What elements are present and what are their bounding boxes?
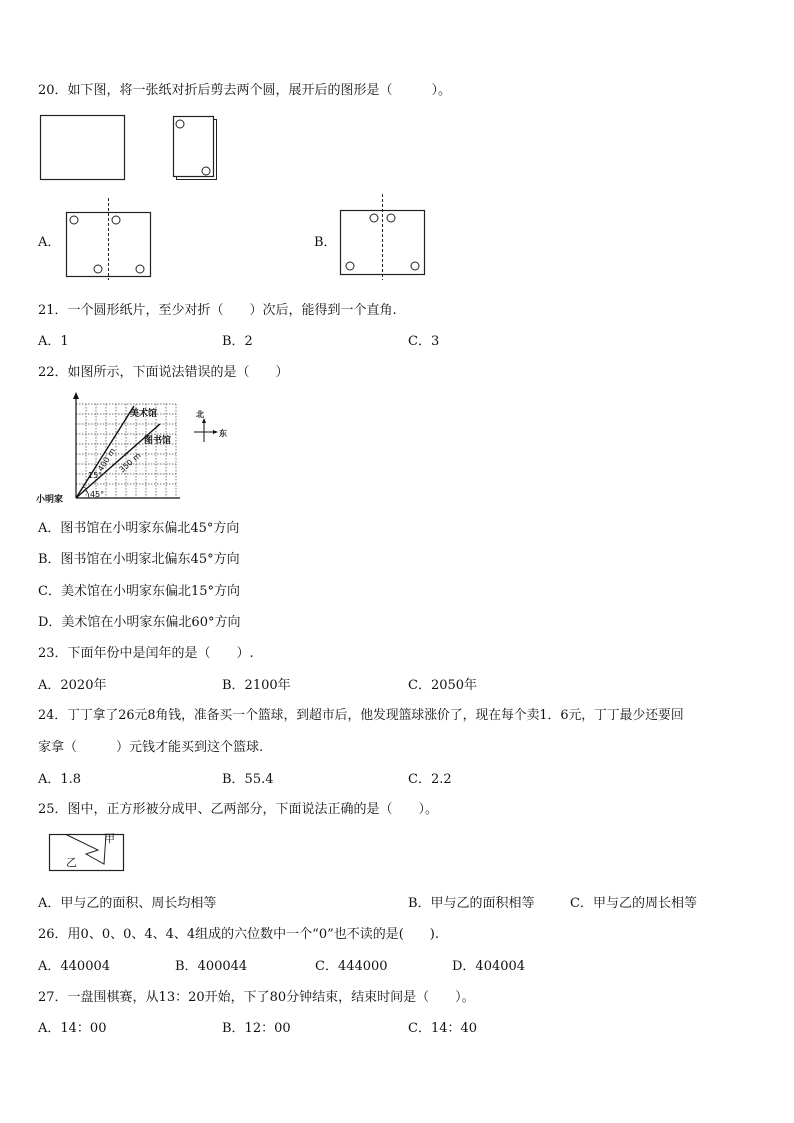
q24-option-a: A．1.8: [38, 772, 82, 787]
q27-option-c: C．14：40: [408, 1021, 478, 1036]
region-yi-label: 乙: [66, 856, 77, 869]
q21-stem: 21．一个圆形纸片，至少对折（ ）次后，能得到一个直角.: [38, 303, 397, 318]
q23-stem: 23．下面年份中是闰年的是（ ）.: [38, 646, 254, 661]
q20-option-b-label: B．: [314, 235, 337, 250]
q20-paper-figure: [36, 110, 226, 186]
q22-option-a: A．图书馆在小明家东偏北45°方向: [38, 521, 240, 536]
q21-option-a: A．1: [38, 334, 69, 349]
cut-circle-top: [176, 120, 184, 128]
museum-label: 美术馆: [130, 409, 158, 419]
q25-stem: 25．图中，正方形被分成甲、乙两部分，下面说法正确的是（ ）。: [38, 802, 439, 817]
q20-option-a-figure: [62, 196, 154, 282]
q25-split-square-figure: [46, 828, 128, 874]
q26-option-c: C．444000: [315, 959, 388, 974]
cut-circle-bottom: [202, 167, 210, 175]
angle-museum: 15°: [88, 471, 103, 480]
q25-option-b: B．甲与乙的面积相等: [408, 896, 535, 911]
q26-option-d: D．404004: [452, 959, 526, 974]
q27-option-a: A．14：00: [38, 1021, 107, 1036]
angle-library: 45°: [90, 490, 105, 499]
full-paper-rect: [41, 116, 125, 180]
compass-icon: [194, 418, 218, 442]
q25-option-c: C．甲与乙的周长相等: [570, 896, 697, 911]
q24-option-b: B．55.4: [222, 772, 274, 787]
q22-option-b: B．图书馆在小明家北偏东45°方向: [38, 552, 240, 567]
home-label: 小明家: [36, 495, 64, 505]
q22-stem: 22．如图所示，下面说法错误的是（ ）: [38, 365, 289, 380]
q24-stem-line1: 24．丁丁拿了26元8角钱，准备买一个篮球，到超市后，他发现篮球涨价了，现在每个卖1．6元，丁丁最少还要回: [38, 708, 684, 723]
q26-option-b: B．400044: [175, 959, 248, 974]
library-label: 图书馆: [144, 436, 172, 446]
north-label: 北: [196, 410, 204, 419]
q23-option-a: A．2020年: [38, 678, 107, 693]
q21-option-c: C．3: [408, 334, 440, 349]
q21-option-b: B．2: [222, 334, 253, 349]
q23-option-c: C．2050年: [408, 678, 478, 693]
q24-option-c: C．2.2: [408, 772, 452, 787]
q27-option-b: B．12：00: [222, 1021, 291, 1036]
q26-option-a: A．440004: [38, 959, 111, 974]
q20-option-b-figure: [336, 192, 428, 282]
region-jia-label: 甲: [104, 832, 115, 845]
q26-stem: 26．用0、0、0、4、4、4组成的六位数中一个“0”也不读的是( ).: [38, 927, 440, 942]
q24-stem-line2: 家拿（ ）元钱才能买到这个篮球.: [38, 740, 264, 755]
distance-library: 350 m: [117, 450, 143, 475]
q20-stem: 20．如下图，将一张纸对折后剪去两个圆，展开后的图形是（ ）。: [38, 83, 452, 98]
q22-option-d: D．美术馆在小明家东偏北60°方向: [38, 615, 241, 630]
q27-stem: 27．一盘围棋赛，从13：20开始，下了80分钟结束，结束时间是（ ）。: [38, 990, 475, 1005]
distance-museum: 400 m: [96, 446, 118, 474]
q25-option-a: A．甲与乙的面积、周长均相等: [38, 896, 217, 911]
q23-option-b: B．2100年: [222, 678, 291, 693]
east-label: 东: [219, 429, 227, 438]
q22-option-c: C．美术馆在小明家东偏北15°方向: [38, 584, 240, 599]
q20-option-a-label: A．: [38, 235, 61, 250]
north-arrow: [73, 392, 79, 399]
q22-direction-map: [36, 390, 236, 506]
